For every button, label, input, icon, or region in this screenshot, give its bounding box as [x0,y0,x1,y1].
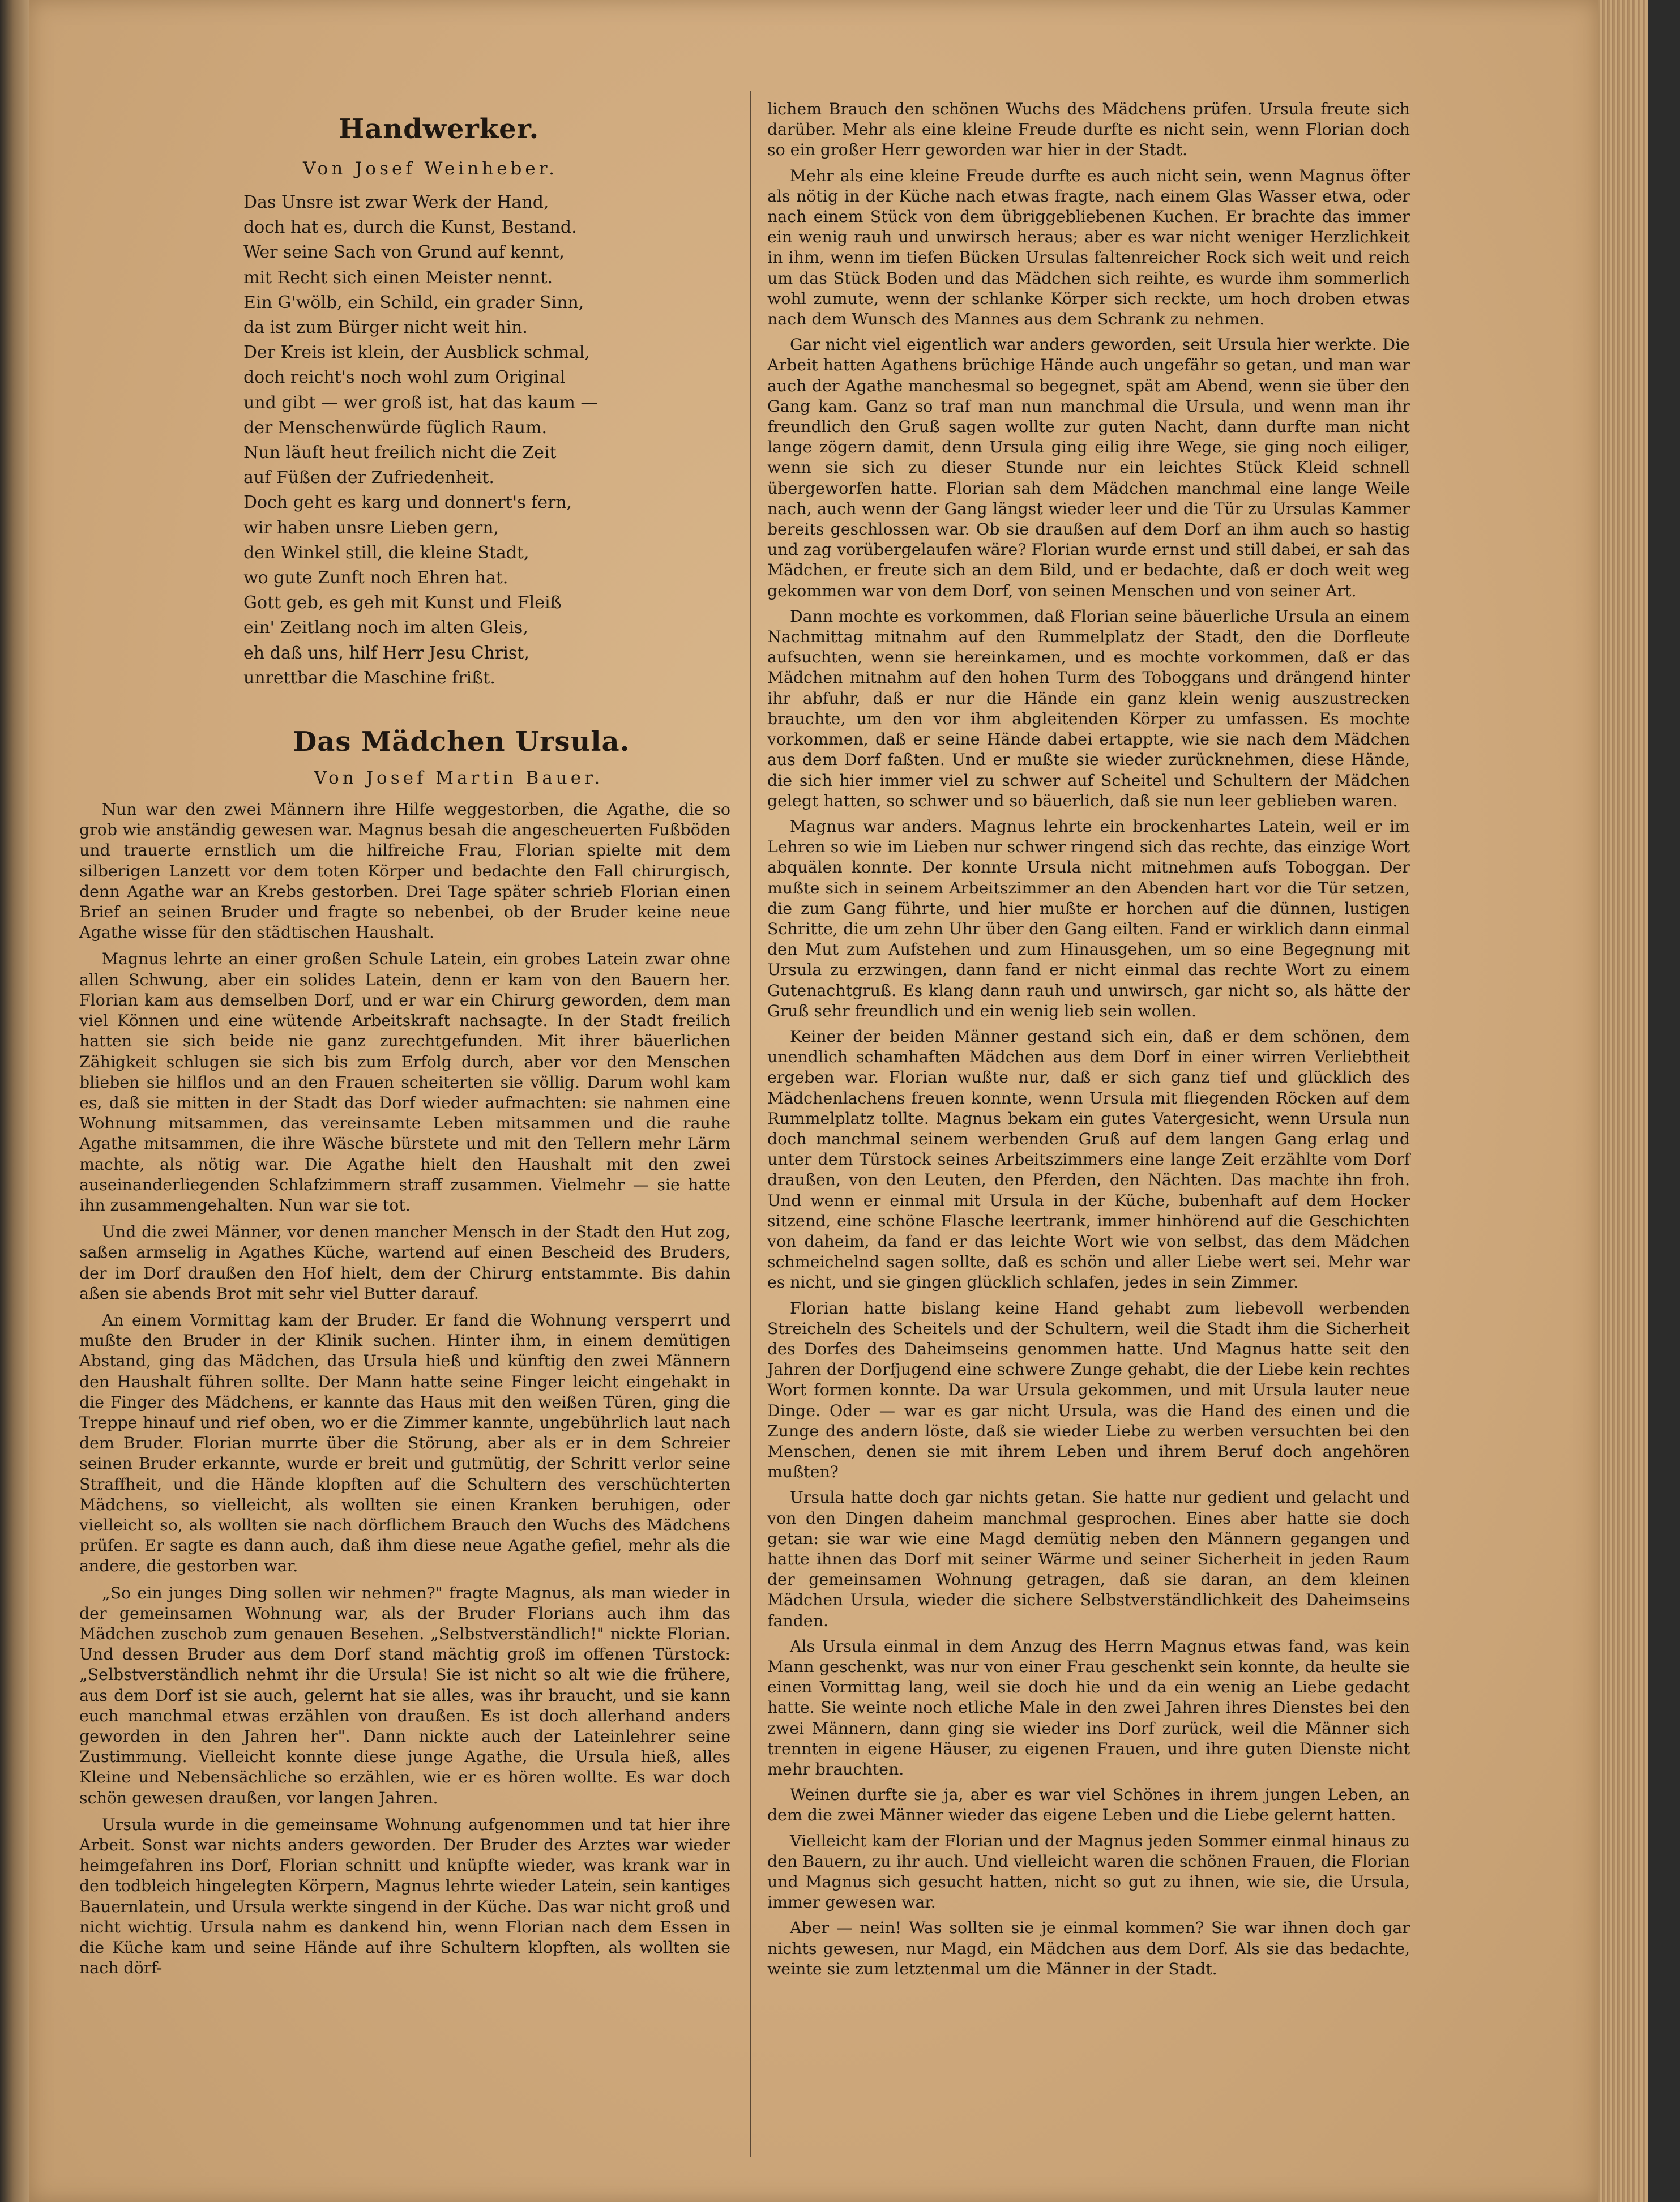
poem-line: Wer seine Sach von Grund auf kennt, [243,242,565,263]
story-right-body [767,99,1410,1979]
story-paragraph: Magnus lehrte an einer großen Schule Latein, ein grobes Latein zwar ohne allen Schwung, aber ein solides Latein, denn er kam von den Bauern her. Florian kam aus demselben Dorf, und er war ein Chirurg geworden, dem man viel Können und eine wütende Arbeitskraft nachsagte. In der Stadt freilich hatten sie sich beide nie ganz zurechtgefunden. Mit ihrer bäuerlichen Zähigkeit schlugen sie sich bis zum Erfolg durch, aber vor den Menschen blieben sie hilflos und an den Frauen scheiterten sie völlig. Darum wohl kam es, daß sie mitten in der Stadt das Dorf wieder aufmachten: sie nahmen eine Wohnung mitsammen, das vereinsamte Leben mitsammen und die rauhe Agathe mitsammen, die ihre Wäsche bürstete und mit den Tellern mehr Lärm machte, als nötig war. Die Agathe hielt den Haushalt mit den zwei auseinanderliegenden Schlafzimmern straff zusammen. Vielmehr — sie hatte ihn zusammengehalten. Nun war sie tot. [79,950,730,1215]
column-rule [750,91,751,2157]
poem-line: Gott geb, es geh mit Kunst und Fleiß [243,593,562,613]
story-left-body [79,799,730,1978]
story-paragraph: Gar nicht viel eigentlich war anders geworden, seit Ursula hier werkte. Die Arbeit hatten Agathens brüchige Hände auch ungefähr so getan, und man war auch der Agathe manchesmal so begegnet, spät am Abend, wenn sie über den Gang kam. Ganz so traf man nun manchmal die Ursula, und wenn man ihr freundlich den Gruß sagen wollte zur guten Nacht, dann durfte man nicht lange zögern damit, denn Ursula ging eilig ihre Wege, sie ging noch eiliger, wenn sie sich zu dieser Stunde nur ein leichtes Stück Kleid schnell übergeworfen hatte. Florian sah dem Mädchen manchmal eine lange Weile nach, auch wenn der Gang längst wieder leer und die Tür zu Ursulas Kammer bereits geschlossen war. Ob sie draußen auf dem Dorf an ihm auch so hastig und zag vorübergelaufen wäre? Florian wurde ernst und still dabei, er sah das Mädchen, er freute sich an dem Bild, und er bedachte, daß er doch weit weg gekommen war von dem Dorf, von seinen Menschen und von seiner Art. [767,335,1410,600]
poem-line: auf Füßen der Zufriedenheit. [243,468,494,488]
poem-line: Doch geht es karg und donnert's fern, [243,493,572,513]
poem-line: eh daß uns, hilf Herr Jesu Christ, [243,643,529,663]
poem-line: da ist zum Bürger nicht weit hin. [243,318,528,338]
poem-line: mit Recht sich einen Meister nennt. [243,267,553,288]
story-paragraph: „So ein junges Ding sollen wir nehmen?" fragte Magnus, als man wieder in der gemeinsamen Wohnung war, als der Bruder Florians auch ihm das Mädchen zuschob zum genauen Besehen. „Selbstverständlich!" nickte Florian. Und dessen Bruder aus dem Dorf stand mächtig groß im offenen Türstock: „Selbstverständlich nehmt ihr die Ursula! Sie ist nicht so alt wie die frühere, aus dem Dorf ist sie auch, gelernt hat sie alles, was ihr braucht, und sie kann euch manchmal etwas erzählen von draußen. Es ist doch allerhand anders geworden in den Jahren her". Dann nickte auch der Lateinlehrer seine Zustimmung. Vielleicht konnte diese junge Agathe, die Ursula hieß, alles Kleine und Nebensächliche so erzählen, wie er es hören wollte. Es war doch schön gewesen draußen, vor langen Jahren. [79,1583,730,1807]
story-paragraph: Ursula wurde in die gemeinsame Wohnung aufgenommen und tat hier ihre Arbeit. Sonst war nichts anders geworden. Der Bruder des Arztes war wieder heimgefahren ins Dorf, Florian schnitt und knüpfte wieder, was krank war in den todbleich hingelegten Körpern, Magnus lehrte wieder Latein, sein kantiges Bauernlatein, und Ursula werkte singend in der Küche. Das war nicht groß und nicht wichtig. Ursula nahm es dankend hin, wenn Florian nach dem Essen in die Küche kam und seine Hände auf ihre Schultern klopften, als wollten sie nach dörf- [79,1815,730,1978]
story-paragraph: Florian hatte bislang keine Hand gehabt zum liebevoll werbenden Streicheln des Scheitels und der Schultern, weil die Stadt ihm die Sicherheit des Dorfes des Daheimseins genommen hatte. Und Magnus hatte seit den Jahren der Dorfjugend eine schwere Zunge gehabt, die der Liebe kein rechtes Wort formen konnte. Da war Ursula gekommen, und mit Ursula lauter neue Dinge. Oder — war es gar nicht Ursula, was die Hand des einen und die Zunge des andern löste, daß sie wieder Liebe zu werben versuchten bei den Menschen, denen sie mit ihrem Leben und ihrem Beruf doch angehören mußten? [767,1298,1410,1482]
poem-title: Handwerker. [338,113,540,145]
poem-line: Nun läuft heut freilich nicht die Zeit [243,443,557,463]
story-paragraph: lichem Brauch den schönen Wuchs des Mädchens prüfen. Ursula freute sich darüber. Mehr als eine kleine Freude durfte es nicht sein, wenn Florian doch so ein großer Herr geworden war hier in der Stadt. [767,100,1410,160]
poem-body [243,190,730,691]
story-paragraph: Ursula hatte doch gar nichts getan. Sie hatte nur gedient und gelacht und von den Dingen daheim manchmal gesprochen. Eines aber hatte sie doch getan: sie war wie eine Magd demütig neben den Männern gegangen und hatte ihnen das Dorf mit seiner Wärme und seiner Sicherheit in jeden Raum der gemeinsamen Wohnung getragen, daß sie daran, an dem kleinen Mädchen Ursula, wieder die sichere Selbstverständlichkeit des Daheimseins fanden. [767,1488,1410,1630]
story-author: Von Josef Martin Bauer. [314,768,604,789]
story-paragraph: Keiner der beiden Männer gestand sich ein, daß er dem schönen, dem unendlich schamhaften Mädchen aus dem Dorf in einer wirren Verliebtheit ergeben war. Florian wußte nur, daß er sich ganz tief und glücklich des Mädchenlachens freuen konnte, wenn Ursula mit fliegenden Röcken auf dem Rummelplatz tollte. Magnus bekam ein gutes Vatergesicht, wenn Ursula nun doch manchmal seinem werbenden Gruß auf dem langen Gang erlag und unter dem Türstock seines Arbeitszimmers eine lange Zeit erzählte vom Dorf draußen, von den Leuten, den Pferden, den Nächten. Das machte ihn froh. Und wenn er einmal mit Ursula in der Küche, bubenhaft auf dem Hocker sitzend, eine schöne Flasche leertrank, immer hinhörend auf die Geschichten von daheim, da fand er das leichte Wort wie von selbst, das dem Mädchen schmeichelnd sagen sollte, daß es schön und aller Liebe wert sei. Mehr war es nicht, und sie gingen glücklich schlafen, jedes in sein Zimmer. [767,1027,1410,1292]
poem-line: ein' Zeitlang noch im alten Gleis, [243,618,528,638]
story-paragraph: Nun war den zwei Männern ihre Hilfe weggestorben, die Agathe, die so grob wie anständig gewesen war. Magnus besah die angescheuerten Fußböden und trauerte ernstlich um die hilfreiche Frau, Florian spielte mit dem silberigen Lanzett vor dem toten Körper und bedachte den Fall chirurgisch, denn Agathe war an Krebs gestorben. Drei Tage später schrieb Florian einen Brief an seinen Bruder und fragte so nebenbei, ob der Bruder keine neue Agathe wisse für den städtischen Haushalt. [79,800,730,942]
poem-line: wo gute Zunft noch Ehren hat. [243,568,508,588]
poem-line: unrettbar die Maschine frißt. [243,668,495,688]
poem-line: und gibt — wer groß ist, hat das kaum — [243,392,598,413]
poem-line: doch hat es, durch die Kunst, Bestand. [243,217,577,238]
story-paragraph: Vielleicht kam der Florian und der Magnus jeden Sommer einmal hinaus zu den Bauern, zu ihr auch. Und vielleicht waren die schönen Frauen, die Florian und Magnus sich gesucht hatten, nicht so gut zu ihnen, wie sie, die Ursula, immer gewesen war. [767,1831,1410,1912]
story-paragraph: Und die zwei Männer, vor denen mancher Mensch in der Stadt den Hut zog, saßen armselig in Agathes Küche, wartend auf einen Bescheid des Bruders, der im Dorf draußen den Hof hielt, dem der Chirurg entstammte. Bis dahin aßen sie abends Brot mit sehr viel Butter darauf. [79,1222,730,1303]
story-paragraph: Mehr als eine kleine Freude durfte es auch nicht sein, wenn Magnus öfter als nötig in der Küche nach etwas fragte, nach einem Glas Wasser etwa, oder nach einem Stück von dem übriggebliebenen Kuchen. Er brachte das immer ein wenig rauh und unwirsch heraus; aber es war nicht weniger Herzlichkeit in ihm, wenn im tiefen Bücken Ursulas faltenreicher Rock sich weit und reich um das Stück Boden und das Mädchen sich reihte, es wurde ihm sommerlich wohl zumute, wenn der schlanke Körper sich reckte, um hoch droben etwas nach dem Wunsch des Mannes aus dem Schrank zu nehmen. [767,166,1410,329]
poem-line: Das Unsre ist zwar Werk der Hand, [243,193,549,212]
story-paragraph: Dann mochte es vorkommen, daß Florian seine bäuerliche Ursula an einem Nachmittag mitnahm auf den Rummelplatz der Stadt, den die Dorfleute aufsuchten, wenn sie hereinkamen, und es mochte vorkommen, daß er das Mädchen mitnahm auf den hohen Turm des Toboggans und drängend hinter ihr abfuhr, daß er nur die Hände ein ganz klein wenig auszustrecken brauchte, um den vor ihm abgleitenden Körper zu umfassen. Es mochte vorkommen, daß er seine Hände dabei ertappte, wie sie nach dem Mädchen aus dem Dorf faßten. Und er mußte sie wieder zurücknehmen, diese Hände, die sich hier immer viel zu schwer auf Scheitel und Schultern der Mädchen gelegt hatten, so schwer und so bäuerlich, daß sie nun leer geblieben waren. [767,606,1410,810]
poem-line: der Menschenwürde füglich Raum. [243,417,548,438]
poem-line: Ein G'wölb, ein Schild, ein grader Sinn, [243,292,584,313]
story-title: Das Mädchen Ursula. [293,726,630,758]
story-paragraph: Magnus war anders. Magnus lehrte ein brockenhartes Latein, weil er im Lehren so wie im Lieben nur schwer ringend sich das rechte, das einzige Wort abquälen konnte. Der konnte Ursula nicht mitnehmen aufs Toboggan. Der mußte sich in seinem Arbeitszimmer an den Abenden hart vor die Tür setzen, die zum Gang führte, und hier mußte er horchen auf die dünnen, lustigen Schritte, die um zehn Uhr über den Gang eilten. Fand er wirklich dann einmal den Mut zum Aufstehen und zum Hinausgehen, um so eine Begegnung mit Ursula zu erzwingen, dann fand er nicht einmal das rechte Wort zu einem Gutenachtgruß. Es klang dann rauh und unwirsch, gar nicht so, als hätte der Gruß sehr freundlich und ein wenig lieb sein wollen. [767,816,1410,1020]
story-paragraph: Als Ursula einmal in dem Anzug des Herrn Magnus etwas fand, was kein Mann geschenkt, was nur von einer Frau geschenkt sein konnte, da heulte sie einen Vormittag lang, weil sie doch hie und da ein wenig an Liebe gedacht hatte. Sie weinte noch etliche Male in den zwei Jahren ihres Dienstes bei den zwei Männern, dann ging sie wieder ins Dorf zurück, weil die Männer sich trennten in eigene Häuser, zu eigenen Frauen, und ihre guten Dienste nicht mehr brauchten. [767,1636,1410,1779]
poem-line: doch reicht's noch wohl zum Original [243,367,566,388]
poem-line: Der Kreis ist klein, der Ausblick schmal, [243,343,590,363]
book-cover-edge [1648,0,1680,2202]
right-column [767,99,1410,1985]
poem-line: den Winkel still, die kleine Stadt, [243,542,529,563]
poem-line: wir haben unsre Lieben gern, [243,518,499,538]
poem-author: Von Josef Weinheber. [302,159,558,179]
story-paragraph: An einem Vormittag kam der Bruder. Er fand die Wohnung versperrt und mußte den Bruder in der Klinik suchen. Hinter ihm, in einem demütigen Abstand, ging das Mädchen, das Ursula hieß und künftig den zwei Männern den Haushalt führen sollte. Der Mann hatte seine Finger leicht eingehakt in die Finger des Mädchens, er kannte das Haus mit den weißen Türen, ging die Treppe hinauf und rief oben, wo er die Zimmer kannte, ungebührlich laut nach dem Bruder. Florian murrte über die Störung, aber als er in dem Schreier seinen Bruder erkannte, wurde er breit und gutmütig, der Schritt verlor seine Straffheit, und die Hände klopften auf die Schultern des verschüchterten Mädchens, so vielleicht, als wollten sie einen Kranken beruhigen, oder vielleicht so, als wollten sie nach dörflichem Brauch den Wuchs des Mädchens prüfen. Er sagte es dann auch, daß ihm diese neue Agathe gefiel, mehr als die andere, die gestorben war. [79,1310,730,1576]
story-paragraph: Weinen durfte sie ja, aber es war viel Schönes in ihrem jungen Leben, an dem die zwei Männer wieder das eigene Leben und die Liebe gelernt hatten. [767,1785,1410,1825]
left-column [79,113,730,1985]
story-paragraph: Aber — nein! Was sollten sie je einmal kommen? Sie war ihnen doch gar nichts gewesen, nur Magd, ein Mädchen aus dem Dorf. Als sie das bedachte, weinte sie zum letztenmal um die Männer in der Stadt. [767,1918,1410,1978]
